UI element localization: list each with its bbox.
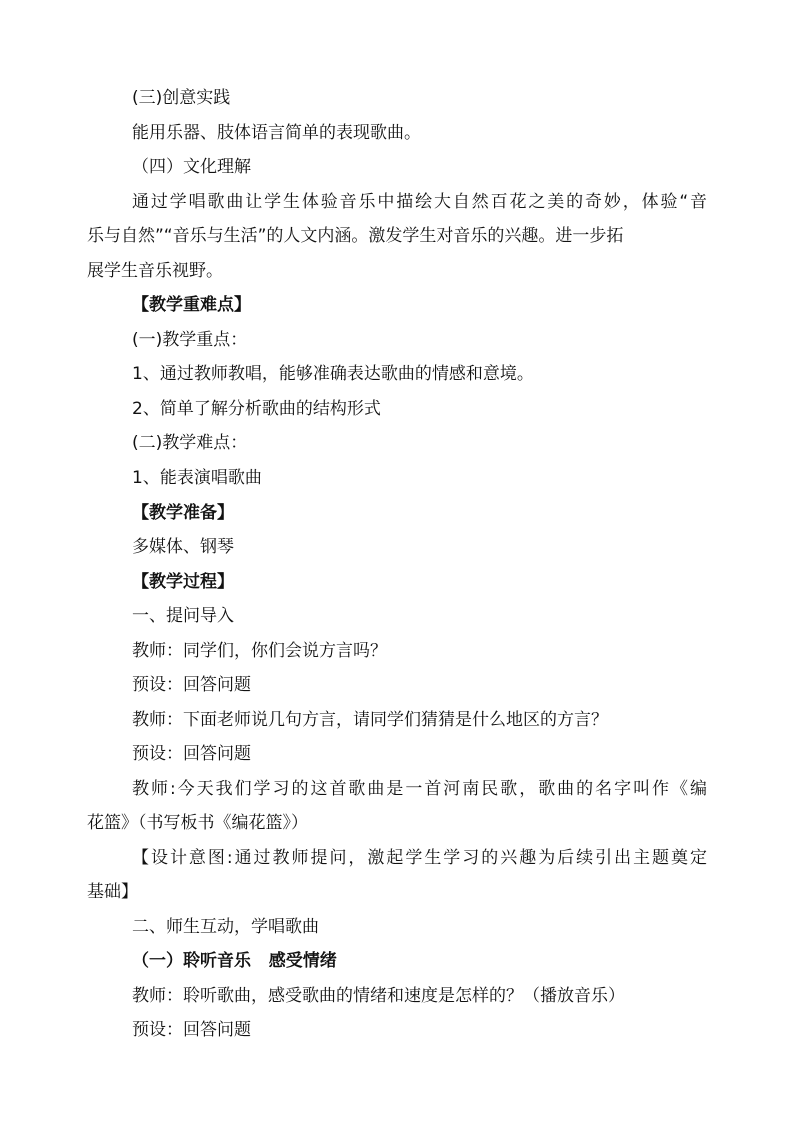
- paragraph: 能用乐器、肢体语言简单的表现歌曲。: [132, 123, 421, 143]
- heading-cultural-understanding: （四）文化理解: [132, 157, 251, 177]
- paragraph: 教师：聆听歌曲，感受歌曲的情绪和速度是怎样的？（播放音乐）: [132, 986, 625, 1006]
- list-item: 2、简单了解分析歌曲的结构形式: [132, 399, 381, 419]
- list-item: 1、能表演唱歌曲: [132, 468, 262, 488]
- paragraph: 乐与自然”“音乐与生活”的人文内涵。激发学生对音乐的兴趣。进一步拓: [87, 226, 624, 246]
- paragraph: 预设：回答问题: [132, 675, 251, 695]
- paragraph: 教师:今天我们学习的这首歌曲是一首河南民歌，歌曲的名字叫作《编: [132, 779, 707, 799]
- subheading-listen: （一）聆听音乐 感受情绪: [132, 951, 337, 971]
- paragraph: 展学生音乐视野。: [87, 261, 223, 281]
- paragraph: 通过学唱歌曲让学生体验音乐中描绘大自然百花之美的奇妙，体验“音: [132, 192, 707, 212]
- section-heading-process: 【教学过程】: [132, 572, 234, 592]
- subheading-intro: 一、提问导入: [132, 606, 234, 626]
- list-item: 1、通过教师教唱，能够准确表达歌曲的情感和意境。: [132, 364, 534, 384]
- design-intent: 【设计意图:通过教师提问，激起学生学习的兴趣为后续引出主题奠定: [132, 848, 707, 868]
- heading-creative-practice: (三)创意实践: [132, 88, 231, 108]
- design-intent: 基础】: [87, 882, 138, 902]
- subheading-interaction: 二、师生互动，学唱歌曲: [132, 917, 319, 937]
- paragraph: 预设：回答问题: [132, 1020, 251, 1040]
- paragraph: 教师：同学们，你们会说方言吗？: [132, 641, 387, 661]
- section-heading-preparation: 【教学准备】: [132, 503, 234, 523]
- paragraph: 预设：回答问题: [132, 744, 251, 764]
- paragraph: 花篮》（书写板书《编花篮》）: [87, 813, 308, 833]
- section-heading-key-points: 【教学重难点】: [132, 295, 251, 315]
- paragraph: 教师：下面老师说几句方言，请同学们猜猜是什么地区的方言？: [132, 710, 608, 730]
- subheading-key-points: (一)教学重点：: [132, 330, 248, 350]
- paragraph: 多媒体、钢琴: [132, 537, 234, 557]
- subheading-difficulties: (二)教学难点：: [132, 433, 248, 453]
